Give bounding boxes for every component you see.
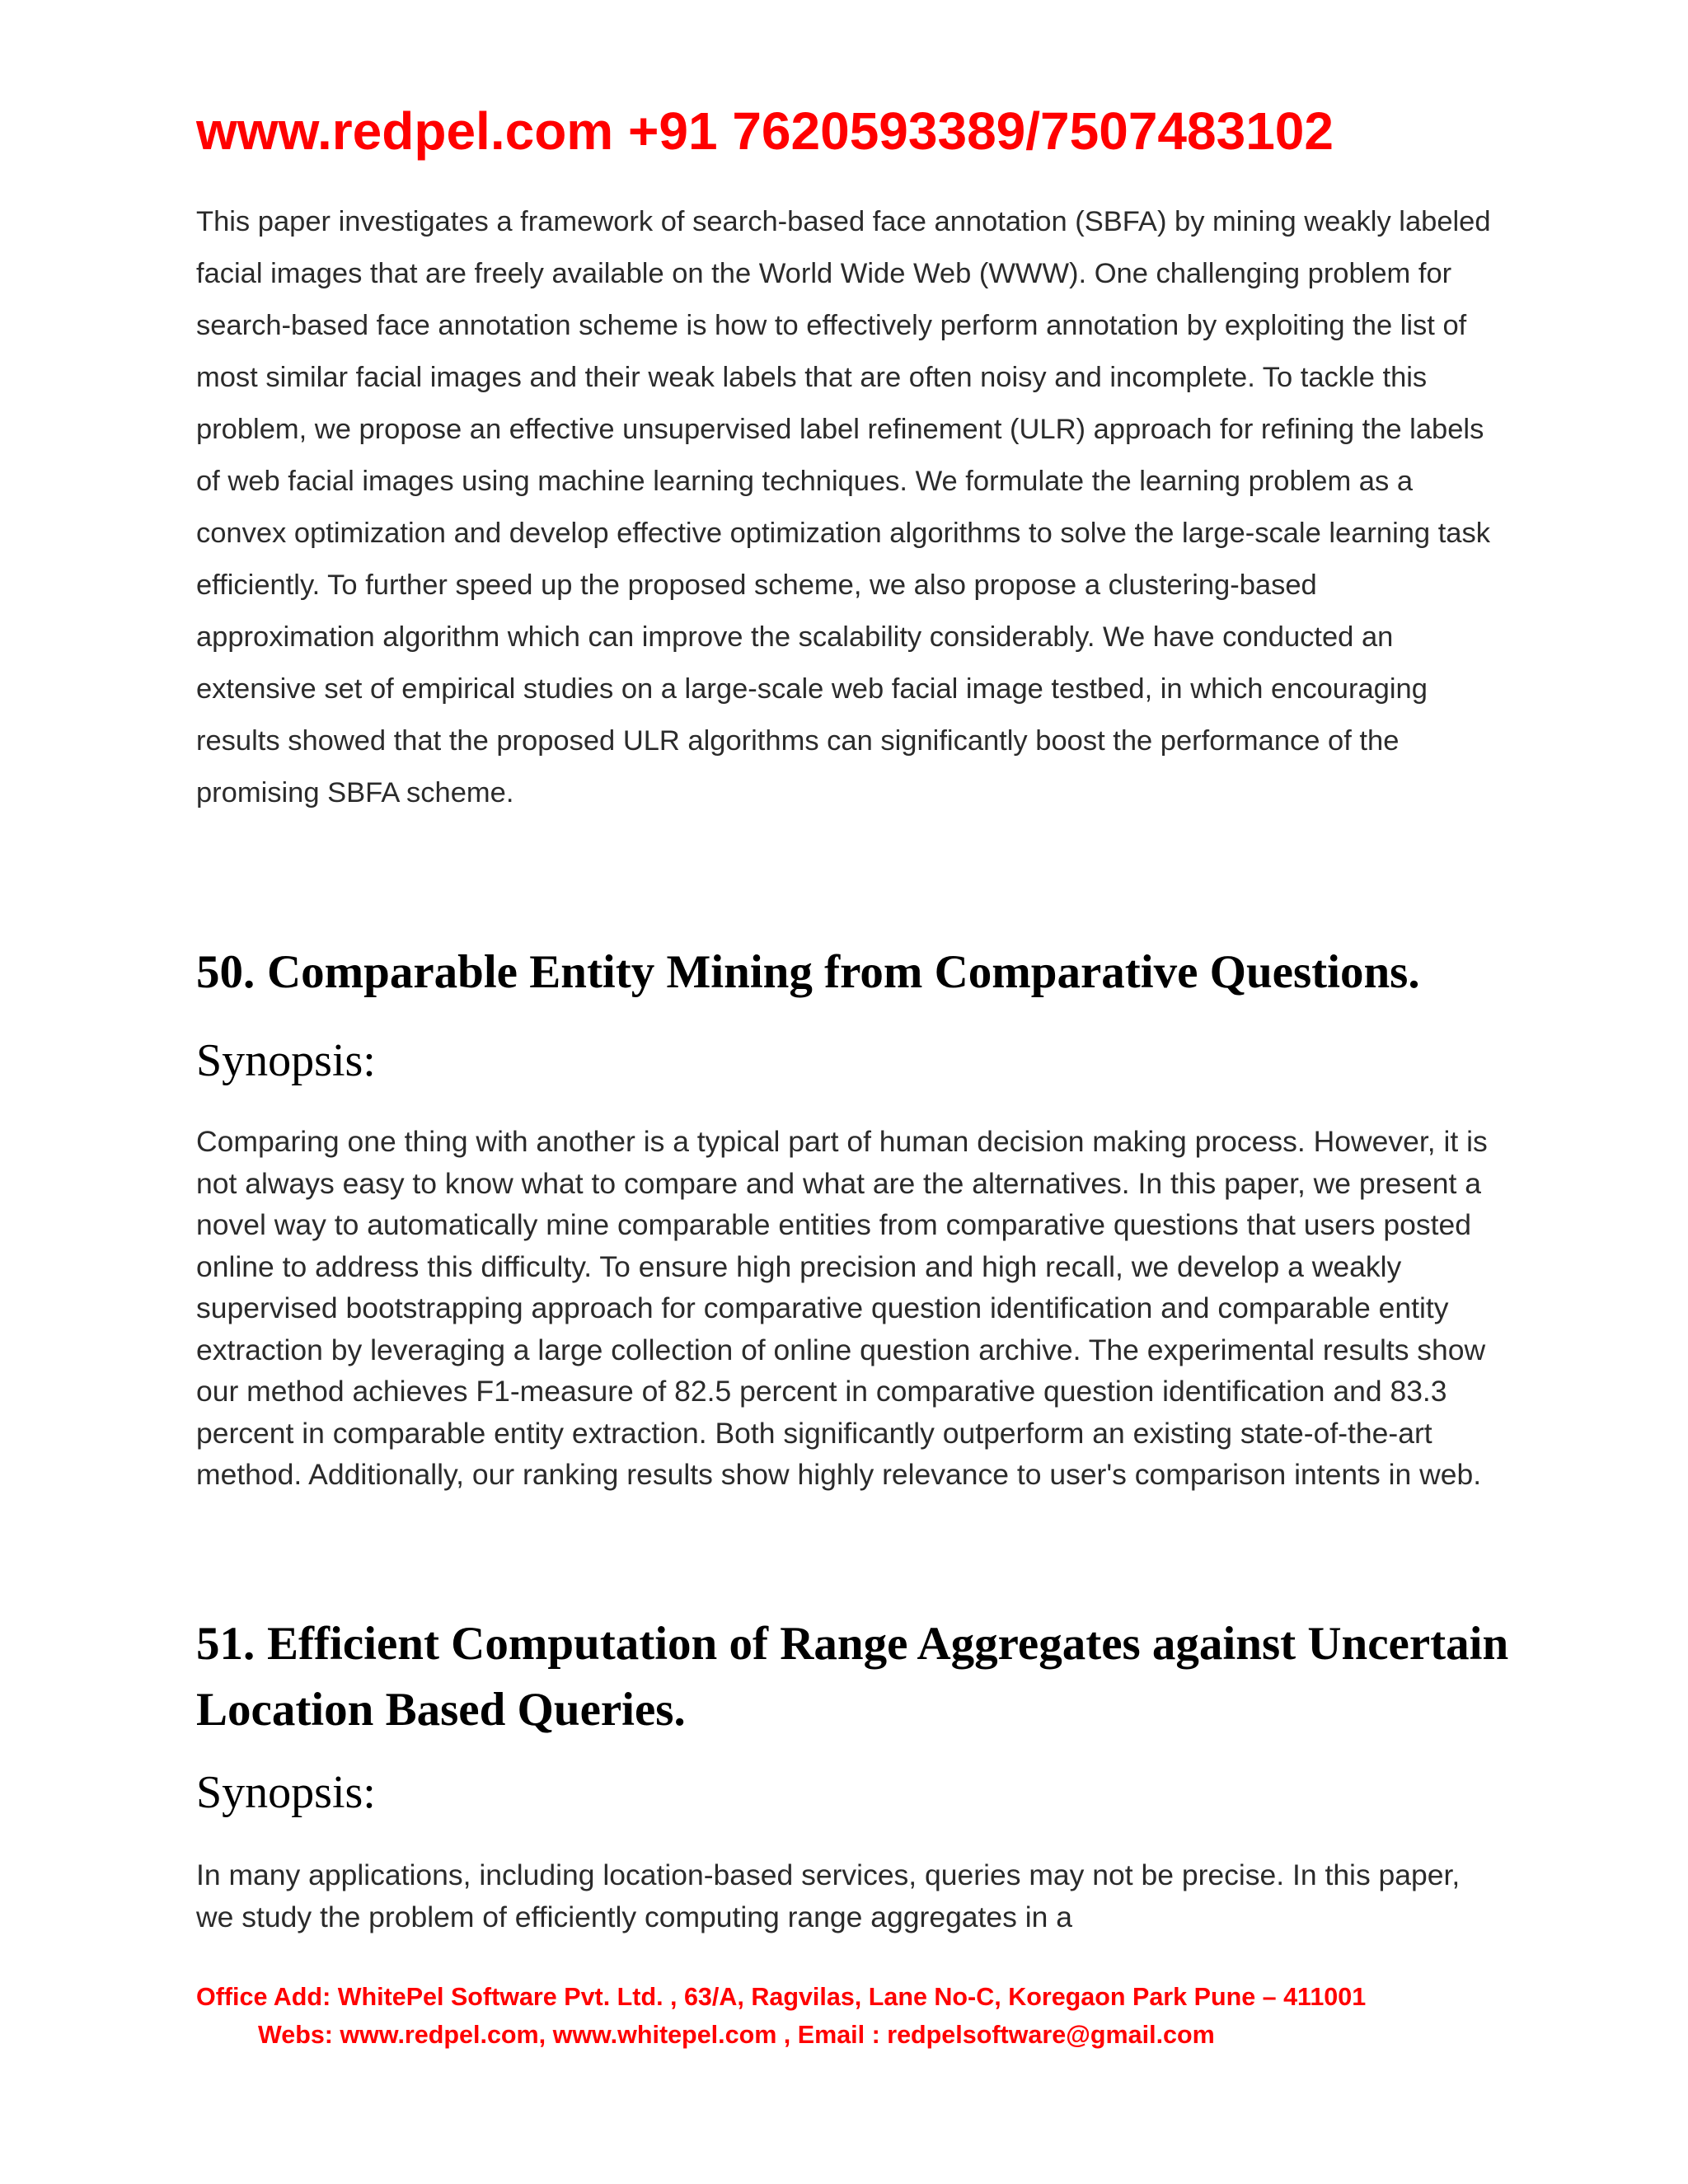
intro-paragraph: This paper investigates a framework of search-based face annotation (SBFA) by mining weakly labeled facial images that are freely available on the World Wide Web (WWW). One challenging problem for search-based face annotation scheme is how to effectively perform annotation by exploiting the list of most similar facial images and their weak labels that are often noisy and incomplete. To tackle this problem, we propose an effective unsupervised label refinement (ULR) approach for refining the labels of web facial images using machine learning techniques. We formulate the learning problem as a convex optimization and develop effective optimization algorithms to solve the large-scale learning task efficiently. To further speed up the proposed scheme, we also propose a clustering-based approximation algorithm which can improve the scalability considerably. We have conducted an extensive set of empirical studies on a large-scale web facial image testbed, in which encouraging results showed that the proposed ULR algorithms can significantly boost the performance of the promising SBFA scheme. xyxy=(196,206,1491,808)
section-title: Comparable Entity Mining from Comparative Questions. xyxy=(267,946,1420,998)
section-title: Efficient Computation of Range Aggregates against Uncertain Location Based Queries. xyxy=(196,1618,1509,1736)
section-body-50: Comparing one thing with another is a typical part of human decision making process. However, it is not always easy to know what to compare and what are the alternatives. In this paper, we present a novel way to automatically mine comparable entities from comparative questions that users posted online to address this difficulty. To ensure high precision and high recall, we develop a weakly supervised bootstrapping approach for comparative question identification and comparable entity extraction by leveraging a large collection of online question archive. The experimental results show our method achieves F1-measure of 82.5 percent in comparative question identification and 83.3 percent in comparable entity extraction. Both significantly outperform an existing state-of-the-art method. Additionally, our ranking results show highly relevance to user's comparison intents in web. xyxy=(196,1125,1488,1491)
synopsis-label-51: Synopsis: xyxy=(196,1767,376,1818)
footer-web-email: Webs: www.redpel.com, www.whitepel.com , Email : redpelsoftware@gmail.com xyxy=(258,2021,1215,2049)
section-number: 50. xyxy=(196,946,256,998)
section-heading-51 xyxy=(196,1611,1515,1743)
section-body-51: In many applications, including location-based services, queries may not be precise. In this paper, we study the problem of efficiently computing range aggregates in a xyxy=(196,1858,1461,1933)
section-heading-50 xyxy=(196,940,1515,1005)
section-number: 51. xyxy=(196,1618,256,1670)
synopsis-label-50: Synopsis: xyxy=(196,1035,376,1086)
header-contact: www.redpel.com +91 7620593389/7507483102 xyxy=(196,101,1334,161)
footer-office-address: Office Add: WhitePel Software Pvt. Ltd. , 63/A, Ragvilas, Lane No-C, Koregaon Park Pune – 411001 xyxy=(196,1983,1367,2011)
